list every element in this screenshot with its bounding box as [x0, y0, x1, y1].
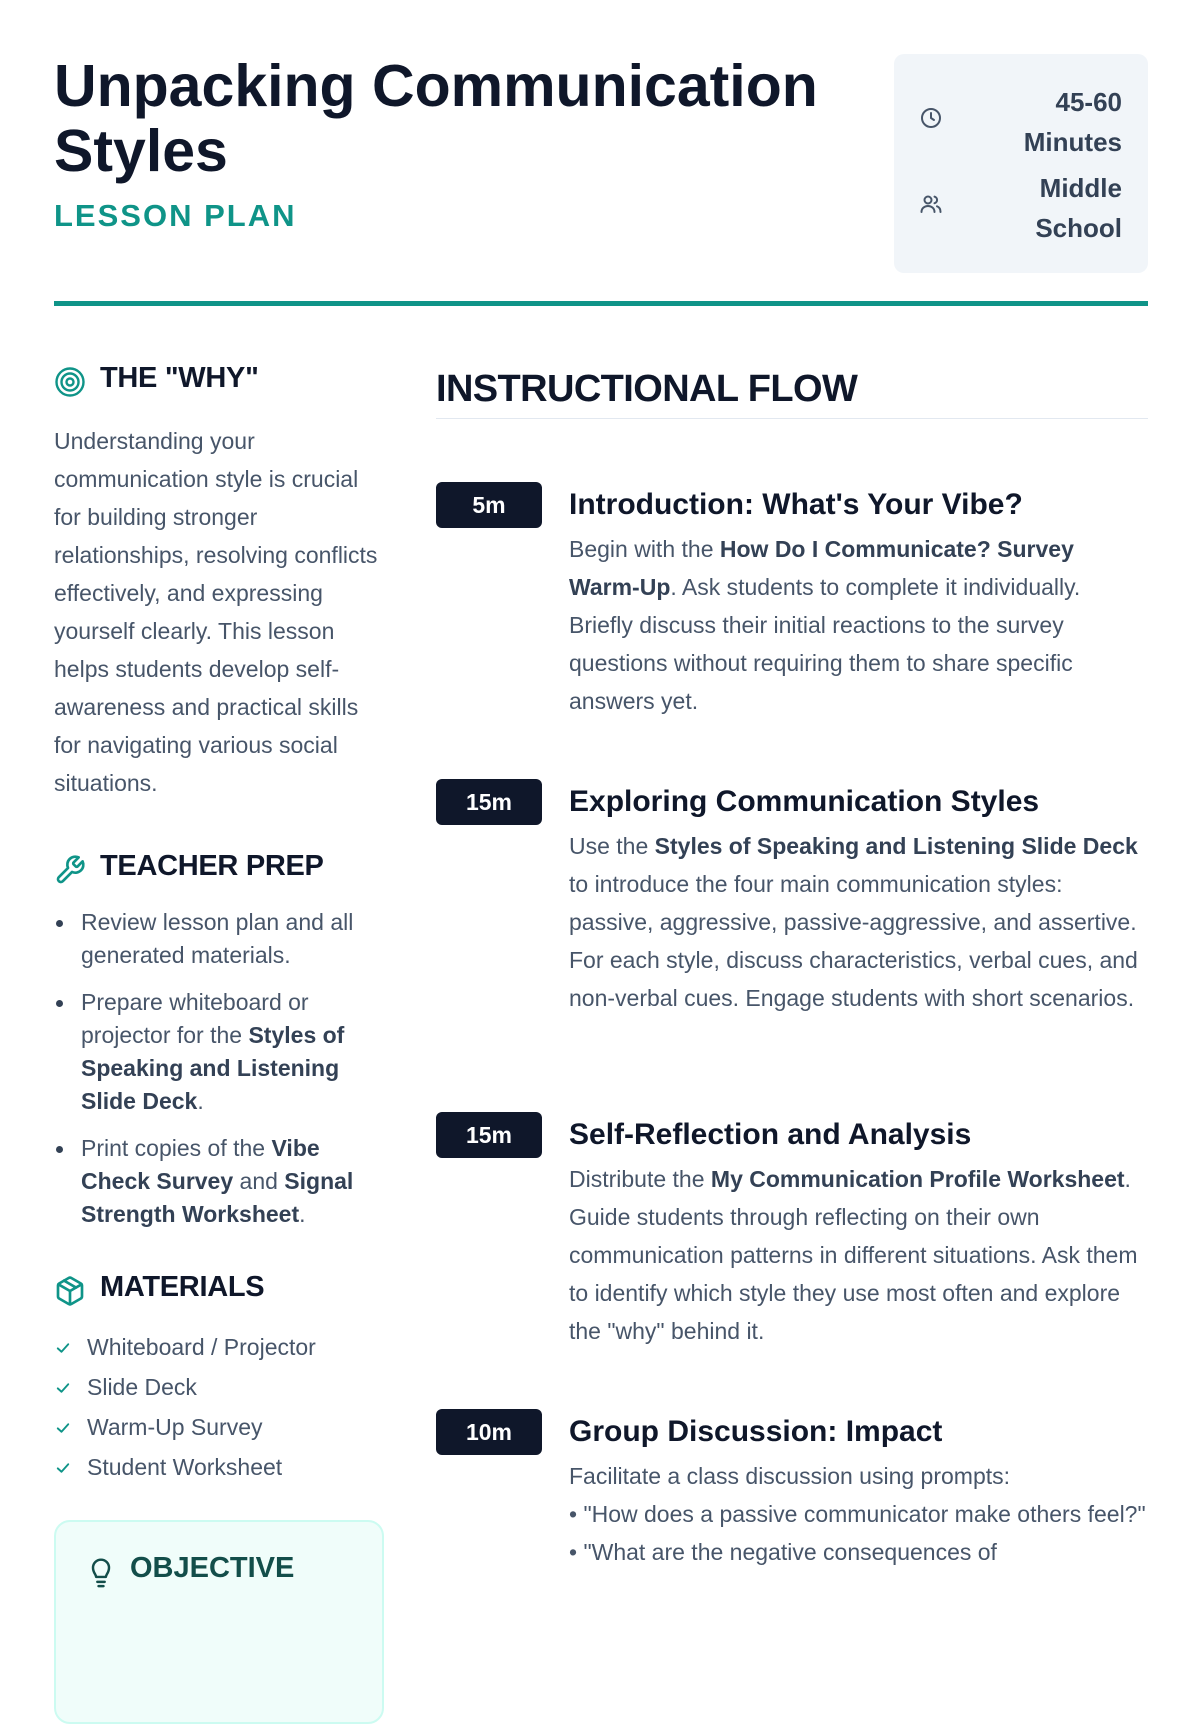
wrench-icon	[54, 854, 86, 886]
header-divider	[54, 301, 1148, 306]
check-icon	[54, 1339, 72, 1357]
materials-heading: MATERIALS	[100, 1271, 265, 1303]
why-section	[54, 360, 384, 802]
clock-icon	[919, 106, 943, 130]
list-item: Prepare whiteboard or projector for the Styles of Speaking and Listening Slide Deck.	[54, 986, 384, 1118]
step-body: Begin with the How Do I Communicate? Survey Warm-Up. Ask students to complete it individually. Briefly discuss their initial reactions to the survey questions without requiring them to share specific answers yet.	[569, 536, 1081, 714]
check-icon	[54, 1459, 72, 1477]
time-badge: 5m	[436, 482, 542, 528]
page-title: Unpacking Communication Styles	[54, 53, 818, 184]
why-heading-row	[54, 360, 384, 400]
step-body: Distribute the My Communication Profile Worksheet. Guide students through reflecting on their own communication patterns in different situations. Ask them to identify which style they use most often and explore the "why" behind it.	[569, 1166, 1138, 1344]
list-item: Whiteboard / Projector	[54, 1327, 384, 1367]
package-icon	[54, 1275, 86, 1307]
time-badge: 15m	[436, 1112, 542, 1158]
materials-list	[54, 1327, 384, 1487]
step-title: Group Discussion: Impact	[569, 1415, 943, 1448]
sidebar	[54, 360, 384, 1584]
teacher-prep-section	[54, 848, 384, 1231]
lightbulb-icon	[86, 1556, 116, 1588]
duration-row	[894, 76, 1148, 160]
objective-card	[54, 1520, 384, 1724]
objective-heading: OBJECTIVE	[130, 1552, 295, 1584]
materials-heading-row	[54, 1269, 384, 1309]
users-icon	[919, 192, 943, 216]
prep-list	[54, 906, 384, 1231]
page-subtitle: LESSON PLAN	[54, 198, 297, 233]
check-icon	[54, 1419, 72, 1437]
step-title: Exploring Communication Styles	[569, 785, 1040, 818]
step-body	[569, 1457, 1149, 1571]
header	[54, 54, 1148, 274]
prep-heading-row	[54, 848, 384, 888]
instructional-flow	[436, 360, 1148, 1565]
audience-row	[894, 162, 1148, 246]
why-heading: THE "WHY"	[100, 362, 259, 394]
list-item: Student Worksheet	[54, 1447, 384, 1487]
flow-heading: INSTRUCTIONAL FLOW	[436, 368, 858, 410]
target-icon	[54, 366, 86, 398]
list-item: Warm-Up Survey	[54, 1407, 384, 1447]
time-badge: 10m	[436, 1409, 542, 1455]
list-item: Review lesson plan and all generated materials.	[54, 906, 384, 972]
discussion-prompt: • "How does a passive communicator make others feel?"	[569, 1501, 1146, 1527]
check-icon	[54, 1379, 72, 1397]
materials-section	[54, 1269, 384, 1487]
list-item: Print copies of the Vibe Check Survey and Signal Strength Worksheet.	[54, 1132, 384, 1231]
step-body: Use the Styles of Speaking and Listening Slide Deck to introduce the four main communication styles: passive, aggressive, passive-aggressive, and assertive. For each style, discuss characteristics, verbal cues, and non-verbal cues. Engage students with short scenarios.	[569, 833, 1138, 1011]
audience-text: Middle School	[1035, 173, 1122, 243]
prep-heading: TEACHER PREP	[100, 850, 324, 882]
list-item: Slide Deck	[54, 1367, 384, 1407]
time-badge: 15m	[436, 779, 542, 825]
flow-divider	[436, 418, 1148, 419]
discussion-intro: Facilitate a class discussion using prompts:	[569, 1463, 1011, 1489]
duration-text: 45-60 Minutes	[1023, 87, 1122, 157]
why-text: Understanding your communication style is crucial for building stronger relationships, resolving conflicts effectively, and expressing yourself clearly. This lesson helps students develop self-awareness and practical skills for navigating various social situations.	[54, 428, 378, 796]
step-title: Self-Reflection and Analysis	[569, 1118, 972, 1151]
step-title: Introduction: What's Your Vibe?	[569, 488, 1023, 521]
discussion-prompt: • "What are the negative consequences of	[569, 1539, 997, 1565]
lesson-meta-box	[894, 54, 1148, 273]
